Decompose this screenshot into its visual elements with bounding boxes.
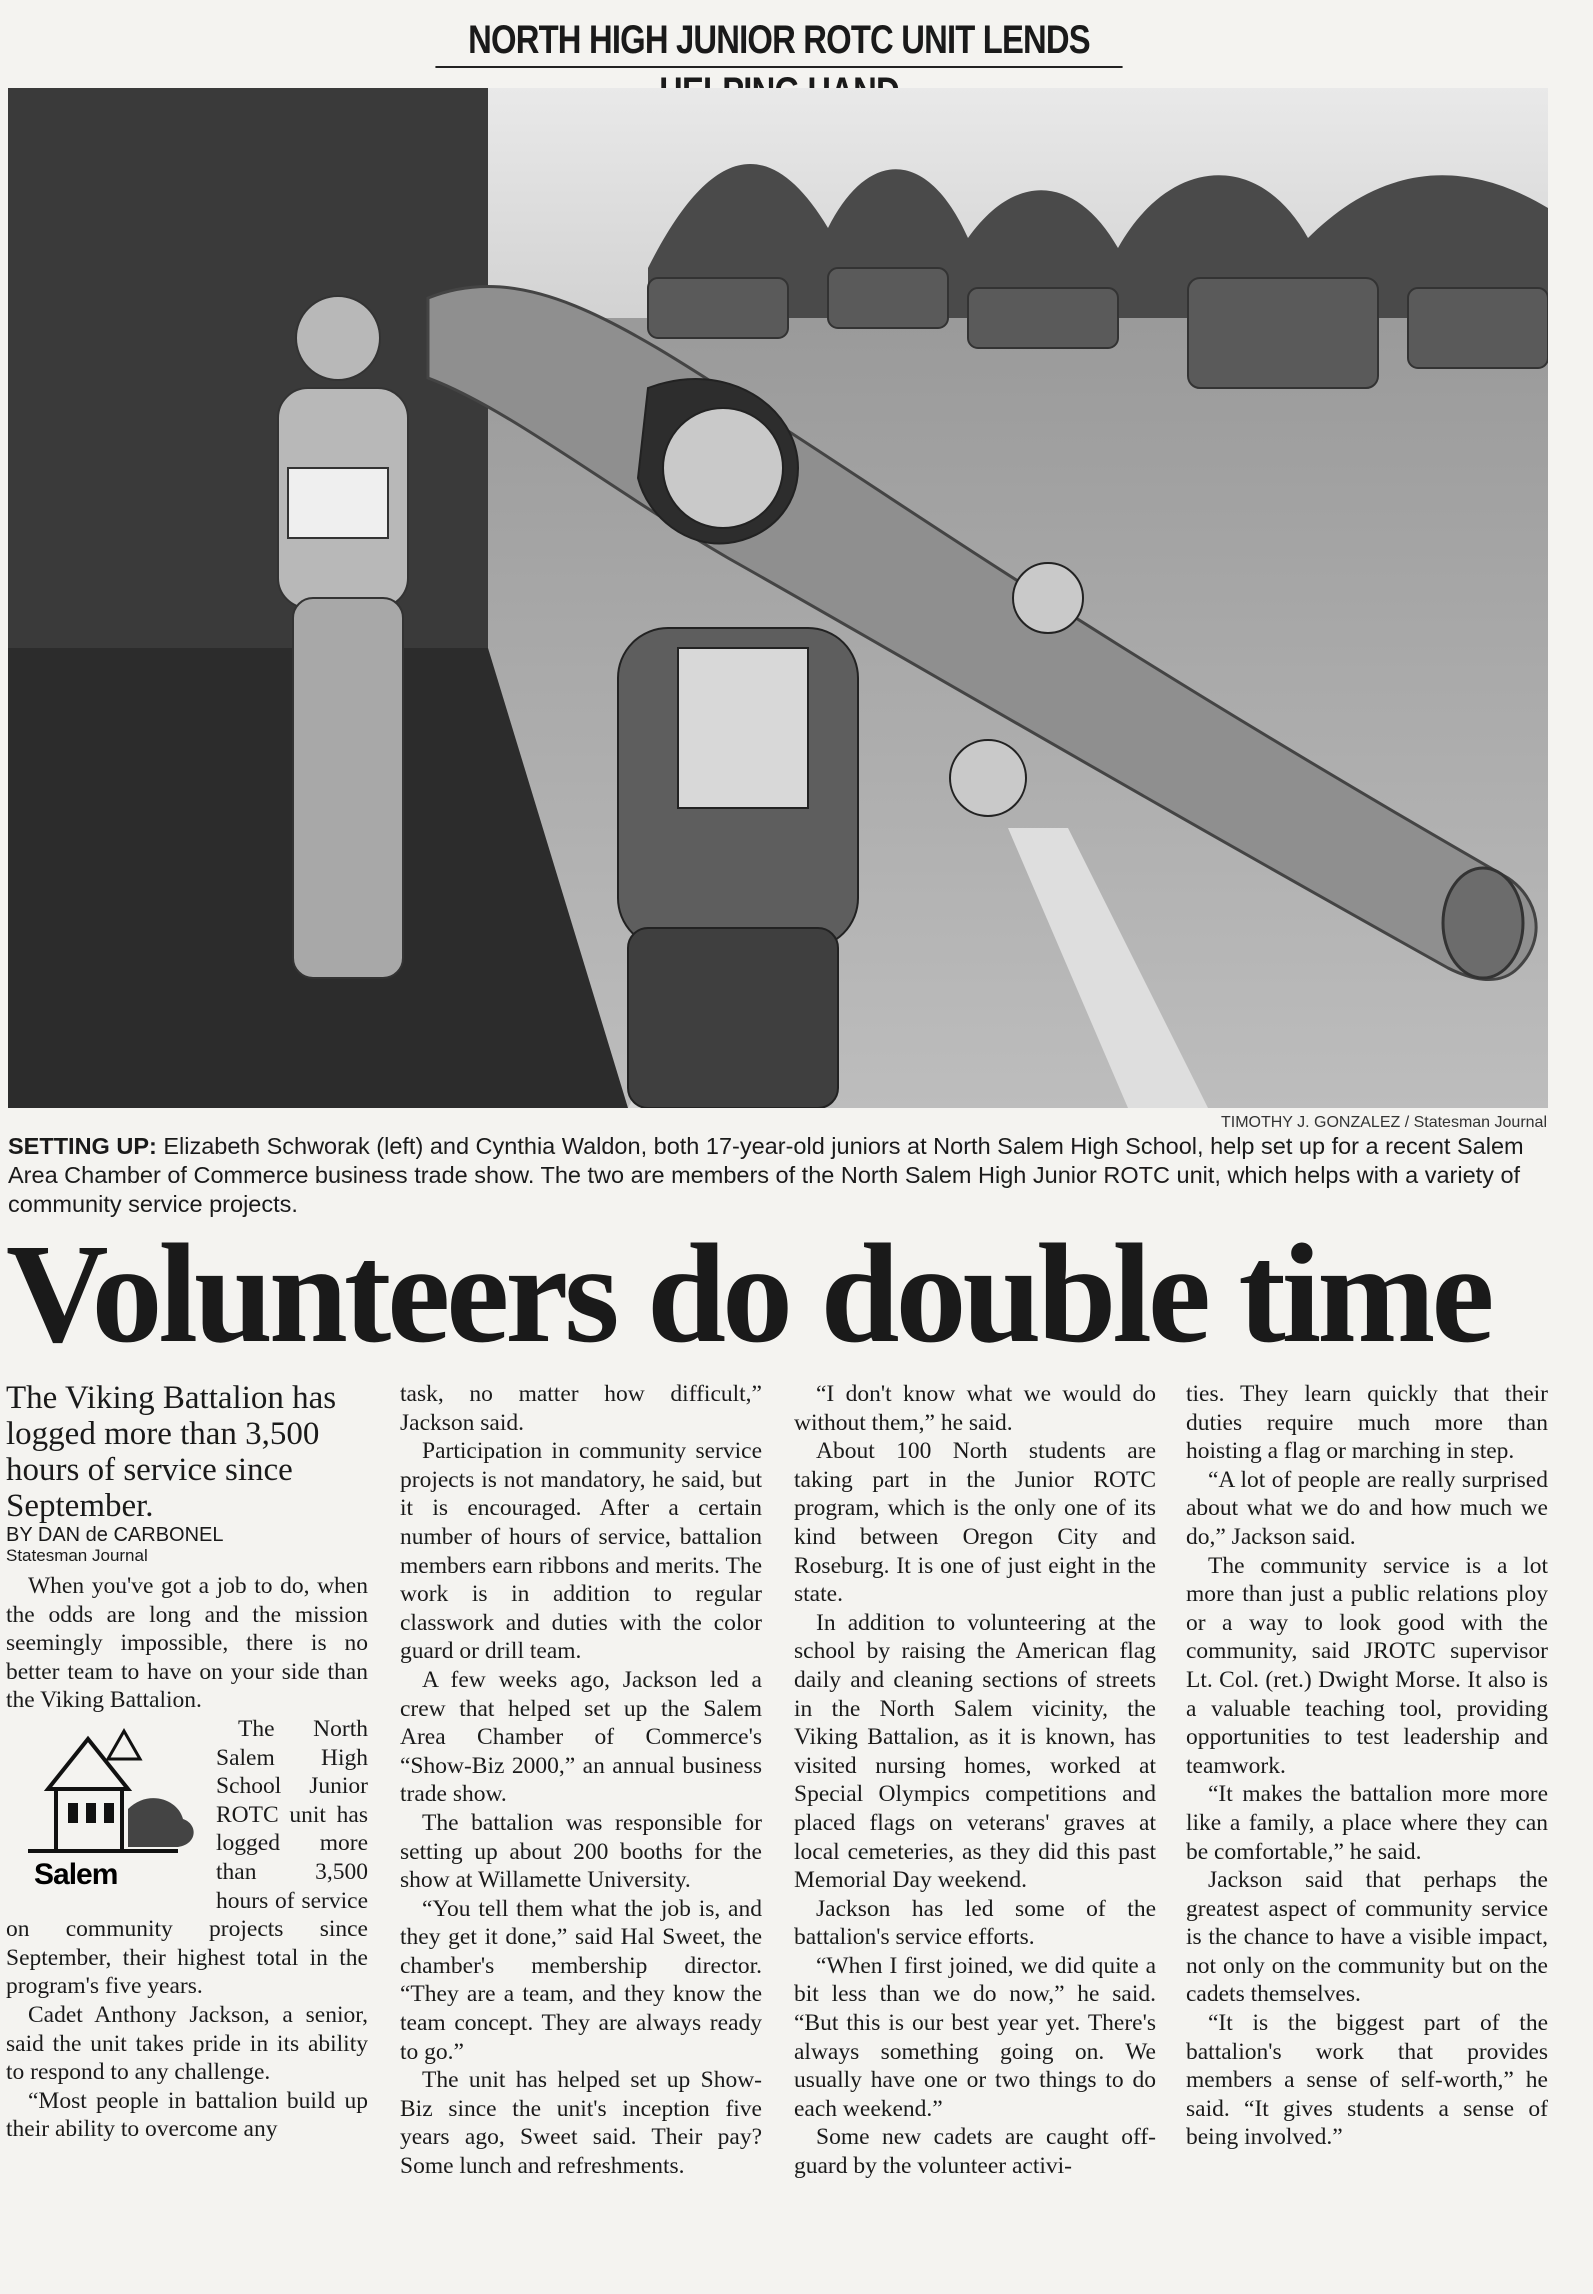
byline: BY DAN de CARBONEL bbox=[6, 1524, 224, 1546]
paragraph: Cadet Anthony Jackson, a senior, said the unit takes pride in its ability to respond to any challenge. bbox=[6, 2001, 368, 2086]
salem-logo bbox=[6, 1719, 206, 1889]
article-column-3 bbox=[794, 1380, 1156, 2181]
paragraph: A few weeks ago, Jackson led a crew that helped set up the Salem Area Chamber of Commerce's “Show-Biz 2000,” an annual business trade show. bbox=[400, 1666, 762, 1808]
salem-label: Salem bbox=[34, 1857, 118, 1889]
paragraph: The battalion was responsible for setting up about 200 booths for the show at Willamette University. bbox=[400, 1809, 762, 1894]
paragraph: “You tell them what the job is, and they get it done,” said Hal Sweet, the chamber's membership director. “They are a team, and they know the team concept. They are always ready to go.” bbox=[400, 1895, 762, 2065]
photo-caption bbox=[8, 1132, 1548, 1219]
article-column-2 bbox=[400, 1380, 762, 2181]
news-photo bbox=[8, 88, 1548, 1108]
kicker-headline: NORTH HIGH JUNIOR ROTC UNIT LENDS bbox=[435, 14, 1122, 68]
paragraph: “When I first joined, we did quite a bit less than we do now,” he said. “But this is our best year yet. There's always something going on. We usually have one or two things to do each weekend.” bbox=[794, 1952, 1156, 2122]
paragraph: About 100 North students are taking part in the Junior ROTC program, which is the only one of its kind between Oregon City and Roseburg. It is one of just eight in the state. bbox=[794, 1438, 1156, 1608]
article-deck: The Viking Battalion has logged more than 3,500 hours of service since September. bbox=[6, 1380, 337, 1524]
paragraph: ties. They learn quickly that their duties require much more than hoisting a flag or marching in step. bbox=[1186, 1381, 1548, 1465]
paragraph: Participation in community service projects is not mandatory, he said, but it is encouraged. After a certain number of hours of service, battalion members earn ribbons and merits. The work is in addition to regular classwork and duties with the color guard or drill team. bbox=[400, 1438, 762, 1665]
article-headline: Volunteers do double time bbox=[6, 1214, 1491, 1372]
photo-credit: TIMOTHY J. GONZALEZ / Statesman Journal bbox=[1220, 1114, 1547, 1131]
article-column-4 bbox=[1186, 1380, 1548, 2152]
paragraph: In addition to volunteering at the school by raising the American flag daily and cleaning sections of streets in the North Salem vicinity, the Viking Battalion, as it is known, has visited nursing homes, worked at Special Olympics competitions and placed flags on veterans' graves at local cemeteries, as they did this past Memorial Day weekend. bbox=[794, 1609, 1156, 1894]
byline-org: Statesman Journal bbox=[6, 1546, 148, 1565]
paragraph-text: The North Salem High School Junior ROTC unit has logged more than 3,500 hours of service on community projects since September, their highest total in the program's five years. bbox=[6, 1715, 368, 2000]
paragraph: “Most people in battalion build up their ability to overcome any bbox=[6, 2087, 368, 2143]
paragraph bbox=[6, 1715, 368, 2001]
article-column-1 bbox=[6, 1380, 368, 2144]
paragraph: The unit has helped set up Show-Biz since the unit's inception five years ago, Sweet said. Their pay? Some lunch and refreshments. bbox=[400, 2067, 762, 2180]
paragraph: task, no matter how difficult,” Jackson said. bbox=[400, 1381, 762, 1436]
paragraph: “A lot of people are really surprised about what we do and how much we do,” Jackson said. bbox=[1186, 1466, 1548, 1550]
paragraph: “It makes the battalion more more like a family, a place where they can be comfortable,” he said. bbox=[1186, 1781, 1548, 1865]
paragraph: “It is the biggest part of the battalion's work that provides members a sense of self-worth,” he said. “It gives students a sense of being involved.” bbox=[1186, 2010, 1548, 2151]
paragraph: The community service is a lot more than just a public relations ploy or a way to look good with the community, said JROTC supervisor Lt. Col. (ret.) Dwight Morse. It also is a valuable teaching tool, providing opportunities to test leadership and teamwork. bbox=[1186, 1552, 1548, 1779]
paragraph: Jackson has led some of the battalion's service efforts. bbox=[794, 1895, 1156, 1951]
caption-lead: SETTING UP: bbox=[8, 1133, 157, 1159]
paragraph: “I don't know what we would do without them,” he said. bbox=[794, 1381, 1156, 1436]
paragraph: Some new cadets are caught off-guard by the volunteer activi- bbox=[794, 2124, 1156, 2180]
house-icon bbox=[28, 1719, 228, 1889]
photo-illustration bbox=[8, 88, 1548, 1108]
paragraph: When you've got a job to do, when the odds are long and the mission seemingly impossible, there is no better team to have on your side than the Viking Battalion. bbox=[6, 1573, 368, 1714]
caption-text: Elizabeth Schworak (left) and Cynthia Waldon, both 17-year-old juniors at North Salem High School, help set up for a recent Salem Area Chamber of Commerce business trade show. The two are members of the North Salem High Junior ROTC unit, which helps with a variety of community service projects. bbox=[8, 1133, 1524, 1217]
paragraph: Jackson said that perhaps the greatest aspect of community service is the chance to have a visible impact, not only on the community but on the cadets themselves. bbox=[1186, 1867, 1548, 2008]
